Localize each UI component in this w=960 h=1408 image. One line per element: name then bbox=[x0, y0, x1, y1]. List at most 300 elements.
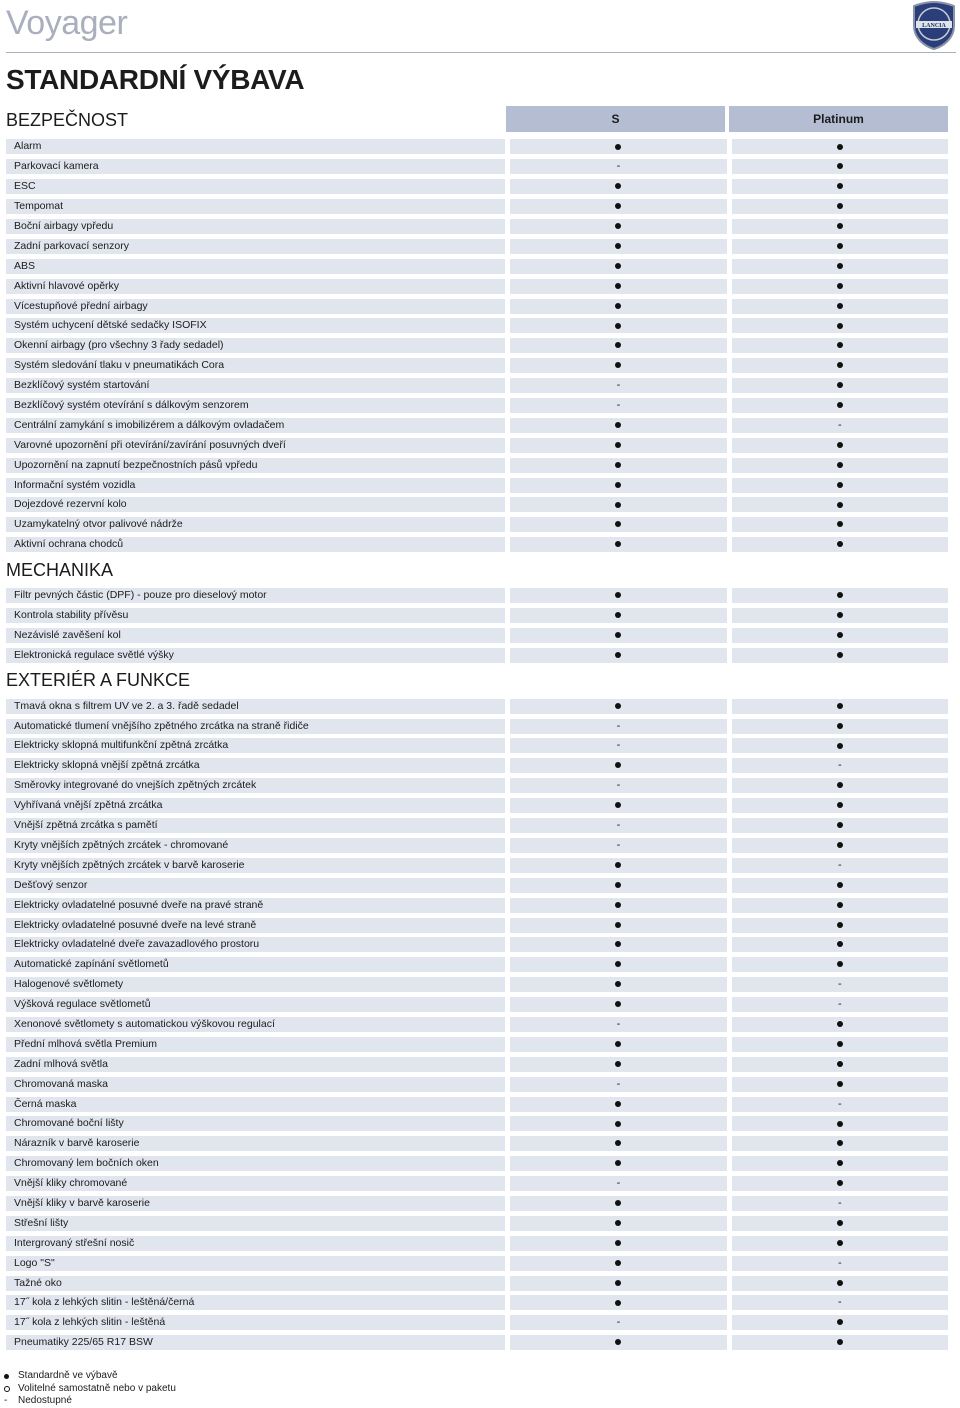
legend-item: Volitelné samostatně nebo v paketu bbox=[4, 1383, 176, 1396]
feature-label: Uzamykatelný otvor palivové nádrže bbox=[6, 517, 505, 532]
value-s bbox=[510, 719, 726, 734]
standard-dot-icon bbox=[615, 223, 621, 229]
value-platinum bbox=[732, 1196, 948, 1211]
value-platinum bbox=[732, 878, 948, 893]
value-s bbox=[510, 1315, 726, 1330]
value-platinum bbox=[732, 318, 948, 333]
feature-label: Boční airbagy vpředu bbox=[6, 219, 505, 234]
standard-dot-icon bbox=[837, 1140, 843, 1146]
table-row bbox=[6, 915, 948, 935]
value-platinum bbox=[732, 898, 948, 913]
unavailable-dash-icon: - bbox=[4, 1395, 8, 1406]
table-row bbox=[6, 1293, 948, 1313]
value-platinum bbox=[732, 1236, 948, 1251]
value-s bbox=[510, 1176, 726, 1191]
standard-dot-icon bbox=[837, 1041, 843, 1047]
value-platinum bbox=[732, 398, 948, 413]
standard-dot-icon bbox=[837, 822, 843, 828]
standard-dot-icon bbox=[615, 1140, 621, 1146]
table-row bbox=[6, 495, 948, 515]
feature-label: Zadní parkovací senzory bbox=[6, 239, 505, 254]
standard-dot-icon bbox=[837, 462, 843, 468]
value-s bbox=[510, 299, 726, 314]
feature-label: 17˝ kola z lehkých slitin - leštěná/černá bbox=[6, 1295, 505, 1310]
unavailable-dash: - bbox=[616, 838, 621, 851]
feature-label: Vnější kliky chromované bbox=[6, 1176, 505, 1191]
value-platinum bbox=[732, 1116, 948, 1131]
value-s bbox=[510, 699, 726, 714]
table-row bbox=[6, 296, 948, 316]
table-row bbox=[6, 1233, 948, 1253]
table-row bbox=[6, 625, 948, 645]
value-platinum bbox=[732, 1335, 948, 1350]
table-row bbox=[6, 316, 948, 336]
table-row bbox=[6, 995, 948, 1015]
feature-label: Elektronická regulace světlé výšky bbox=[6, 648, 505, 663]
standard-dot-icon bbox=[837, 283, 843, 289]
table-row bbox=[6, 276, 948, 296]
unavailable-dash: - bbox=[837, 759, 842, 772]
standard-dot-icon bbox=[615, 462, 621, 468]
value-platinum bbox=[732, 199, 948, 214]
feature-label: Alarm bbox=[6, 139, 505, 154]
feature-label: Upozornění na zapnutí bezpečnostních pásů vpředu bbox=[6, 458, 505, 473]
table-row bbox=[6, 1174, 948, 1194]
value-platinum bbox=[732, 818, 948, 833]
standard-dot-icon bbox=[615, 902, 621, 908]
standard-dot-icon bbox=[615, 1240, 621, 1246]
value-s bbox=[510, 478, 726, 493]
table-row bbox=[6, 236, 948, 256]
value-platinum bbox=[732, 648, 948, 663]
unavailable-dash: - bbox=[616, 719, 621, 732]
value-platinum bbox=[732, 778, 948, 793]
unavailable-dash: - bbox=[837, 1097, 842, 1110]
feature-label: Tažné oko bbox=[6, 1276, 505, 1291]
table-row bbox=[6, 606, 948, 626]
feature-label: 17˝ kola z lehkých slitin - leštěná bbox=[6, 1315, 505, 1330]
legend bbox=[4, 1370, 176, 1408]
standard-dot-icon bbox=[837, 323, 843, 329]
value-platinum bbox=[732, 719, 948, 734]
value-s bbox=[510, 318, 726, 333]
unavailable-dash: - bbox=[616, 1077, 621, 1090]
standard-dot-icon bbox=[615, 802, 621, 808]
unavailable-dash: - bbox=[837, 858, 842, 871]
value-s bbox=[510, 1295, 726, 1310]
standard-dot-icon bbox=[837, 922, 843, 928]
standard-dot-icon bbox=[615, 183, 621, 189]
value-platinum bbox=[732, 219, 948, 234]
table-row bbox=[6, 177, 948, 197]
unavailable-dash: - bbox=[616, 739, 621, 752]
standard-dot-icon bbox=[837, 632, 843, 638]
table-row bbox=[6, 515, 948, 535]
value-platinum bbox=[732, 139, 948, 154]
value-platinum bbox=[732, 758, 948, 773]
standard-dot-icon bbox=[615, 1220, 621, 1226]
feature-label: Kontrola stability přívěsu bbox=[6, 608, 505, 623]
standard-dot-icon bbox=[615, 243, 621, 249]
feature-label: Vícestupňové přední airbagy bbox=[6, 299, 505, 314]
value-platinum bbox=[732, 1276, 948, 1291]
standard-dot-icon bbox=[837, 1121, 843, 1127]
table-row bbox=[6, 415, 948, 435]
feature-label: Automatické tlumení vnějšího zpětného zrcátka na straně řidiče bbox=[6, 719, 505, 734]
table-row bbox=[6, 1213, 948, 1233]
value-s bbox=[510, 878, 726, 893]
standard-dot-icon bbox=[837, 144, 843, 150]
table-row bbox=[6, 475, 948, 495]
value-platinum bbox=[732, 299, 948, 314]
standard-dot-icon bbox=[837, 1180, 843, 1186]
standard-dot-icon bbox=[615, 1200, 621, 1206]
value-platinum bbox=[732, 628, 948, 643]
legend-item: Standardně ve výbavě bbox=[4, 1370, 176, 1383]
value-platinum bbox=[732, 738, 948, 753]
feature-label: Bezklíčový systém otevírání s dálkovým senzorem bbox=[6, 398, 505, 413]
feature-label: Informační systém vozidla bbox=[6, 478, 505, 493]
table-row bbox=[6, 376, 948, 396]
standard-dot-icon bbox=[615, 521, 621, 527]
value-s bbox=[510, 957, 726, 972]
value-s bbox=[510, 1196, 726, 1211]
feature-label: Černá maska bbox=[6, 1097, 505, 1112]
value-s bbox=[510, 1116, 726, 1131]
column-header-s: S bbox=[506, 106, 725, 132]
standard-dot-icon bbox=[615, 442, 621, 448]
feature-label: Centrální zamykání s imobilizérem a dálkovým ovladačem bbox=[6, 418, 505, 433]
standard-dot-icon bbox=[837, 592, 843, 598]
feature-label: Chromovaný lem bočních oken bbox=[6, 1156, 505, 1171]
value-platinum bbox=[732, 1136, 948, 1151]
page-header bbox=[0, 0, 960, 56]
table-row bbox=[6, 1034, 948, 1054]
standard-dot-icon bbox=[615, 1101, 621, 1107]
standard-dot-icon bbox=[837, 842, 843, 848]
feature-label: Kryty vnějších zpětných zrcátek - chromované bbox=[6, 838, 505, 853]
standard-dot-icon bbox=[837, 802, 843, 808]
value-s bbox=[510, 458, 726, 473]
standard-dot-icon bbox=[615, 144, 621, 150]
feature-label: Parkovací kamera bbox=[6, 159, 505, 174]
value-s bbox=[510, 648, 726, 663]
feature-label: Intergrovaný střešní nosič bbox=[6, 1236, 505, 1251]
table-row bbox=[6, 1074, 948, 1094]
unavailable-dash: - bbox=[616, 819, 621, 832]
standard-dot-icon bbox=[837, 541, 843, 547]
value-s bbox=[510, 898, 726, 913]
value-platinum bbox=[732, 497, 948, 512]
feature-label: Systém uchycení dětské sedačky ISOFIX bbox=[6, 318, 505, 333]
standard-dot-icon bbox=[615, 652, 621, 658]
table-row bbox=[6, 137, 948, 157]
feature-label: ABS bbox=[6, 259, 505, 274]
standard-dot-icon bbox=[4, 1374, 9, 1379]
unavailable-dash: - bbox=[837, 1196, 842, 1209]
value-s bbox=[510, 1136, 726, 1151]
value-s bbox=[510, 1057, 726, 1072]
feature-label: Dešťový senzor bbox=[6, 878, 505, 893]
value-s bbox=[510, 338, 726, 353]
standard-dot-icon bbox=[837, 243, 843, 249]
feature-label: Chromovaná maska bbox=[6, 1077, 505, 1092]
table-row bbox=[6, 855, 948, 875]
feature-label: Elektricky ovladatelné posuvné dveře na pravé straně bbox=[6, 898, 505, 913]
standard-dot-icon bbox=[837, 1061, 843, 1067]
table-row bbox=[6, 586, 948, 606]
value-platinum bbox=[732, 608, 948, 623]
value-platinum bbox=[732, 1176, 948, 1191]
value-platinum bbox=[732, 838, 948, 853]
table-row bbox=[6, 157, 948, 177]
standard-dot-icon bbox=[837, 521, 843, 527]
table-row bbox=[6, 1194, 948, 1214]
table-row bbox=[6, 776, 948, 796]
table-row bbox=[6, 217, 948, 237]
value-s bbox=[510, 537, 726, 552]
standard-dot-icon bbox=[615, 981, 621, 987]
standard-dot-icon bbox=[837, 1319, 843, 1325]
value-s bbox=[510, 738, 726, 753]
unavailable-dash: - bbox=[837, 418, 842, 431]
standard-dot-icon bbox=[615, 882, 621, 888]
feature-label: Elektricky ovladatelné posuvné dveře na levé straně bbox=[6, 918, 505, 933]
value-platinum bbox=[732, 358, 948, 373]
table-row bbox=[6, 955, 948, 975]
value-platinum bbox=[732, 1077, 948, 1092]
value-s bbox=[510, 497, 726, 512]
standard-dot-icon bbox=[837, 382, 843, 388]
value-s bbox=[510, 199, 726, 214]
table-row bbox=[6, 816, 948, 836]
standard-dot-icon bbox=[615, 482, 621, 488]
table-row bbox=[6, 1094, 948, 1114]
unavailable-dash: - bbox=[837, 978, 842, 991]
standard-dot-icon bbox=[837, 703, 843, 709]
standard-dot-icon bbox=[837, 442, 843, 448]
value-platinum bbox=[732, 1156, 948, 1171]
table-row bbox=[6, 1253, 948, 1273]
standard-dot-icon bbox=[615, 263, 621, 269]
table-row bbox=[6, 256, 948, 276]
unavailable-dash: - bbox=[837, 998, 842, 1011]
feature-label: Systém sledování tlaku v pneumatikách Cora bbox=[6, 358, 505, 373]
table-row bbox=[6, 1333, 948, 1353]
value-s bbox=[510, 1156, 726, 1171]
value-platinum bbox=[732, 1216, 948, 1231]
feature-label: Vyhřívaná vnější zpětná zrcátka bbox=[6, 798, 505, 813]
feature-label: Filtr pevných částic (DPF) - pouze pro dieselový motor bbox=[6, 588, 505, 603]
standard-dot-icon bbox=[615, 762, 621, 768]
standard-dot-icon bbox=[615, 203, 621, 209]
table-row bbox=[6, 716, 948, 736]
feature-label: Elektricky ovladatelné dveře zavazadlového prostoru bbox=[6, 937, 505, 952]
value-platinum bbox=[732, 1315, 948, 1330]
table-row bbox=[6, 336, 948, 356]
standard-dot-icon bbox=[837, 362, 843, 368]
standard-dot-icon bbox=[837, 1339, 843, 1345]
value-s bbox=[510, 1216, 726, 1231]
standard-dot-icon bbox=[837, 303, 843, 309]
value-platinum bbox=[732, 798, 948, 813]
feature-label: Xenonové světlomety s automatickou výškovou regulací bbox=[6, 1017, 505, 1032]
brand-name: Voyager bbox=[6, 4, 128, 42]
standard-dot-icon bbox=[615, 1001, 621, 1007]
svg-text:LANCIA: LANCIA bbox=[922, 23, 946, 29]
standard-dot-icon bbox=[837, 1081, 843, 1087]
value-s bbox=[510, 628, 726, 643]
standard-dot-icon bbox=[615, 1121, 621, 1127]
table-row bbox=[6, 197, 948, 217]
value-s bbox=[510, 818, 726, 833]
standard-dot-icon bbox=[615, 632, 621, 638]
value-s bbox=[510, 937, 726, 952]
section-title: BEZPEČNOST bbox=[6, 110, 129, 130]
value-s bbox=[510, 977, 726, 992]
unavailable-dash: - bbox=[616, 399, 621, 412]
feature-label: Aktivní ochrana chodců bbox=[6, 537, 505, 552]
standard-dot-icon bbox=[837, 1021, 843, 1027]
feature-label: Varovné upozornění při otevírání/zavírání posuvných dveří bbox=[6, 438, 505, 453]
standard-dot-icon bbox=[615, 541, 621, 547]
standard-dot-icon bbox=[615, 862, 621, 868]
feature-label: Bezklíčový systém startování bbox=[6, 378, 505, 393]
table-row bbox=[6, 1114, 948, 1134]
table-row bbox=[6, 796, 948, 816]
header-divider bbox=[6, 52, 956, 53]
value-s bbox=[510, 778, 726, 793]
standard-dot-icon bbox=[837, 203, 843, 209]
standard-dot-icon bbox=[615, 323, 621, 329]
value-platinum bbox=[732, 1037, 948, 1052]
standard-dot-icon bbox=[615, 1041, 621, 1047]
page-title: STANDARDNÍ VÝBAVA bbox=[6, 64, 305, 95]
feature-label: Logo "S" bbox=[6, 1256, 505, 1271]
value-s bbox=[510, 358, 726, 373]
standard-dot-icon bbox=[615, 422, 621, 428]
standard-dot-icon bbox=[837, 1280, 843, 1286]
table-row bbox=[6, 975, 948, 995]
table-row bbox=[6, 645, 948, 665]
standard-dot-icon bbox=[837, 1240, 843, 1246]
standard-dot-icon bbox=[837, 263, 843, 269]
value-platinum bbox=[732, 259, 948, 274]
value-platinum bbox=[732, 338, 948, 353]
standard-dot-icon bbox=[615, 362, 621, 368]
value-platinum bbox=[732, 458, 948, 473]
feature-label: Kryty vnějších zpětných zrcátek v barvě karoserie bbox=[6, 858, 505, 873]
value-s bbox=[510, 517, 726, 532]
standard-dot-icon bbox=[615, 961, 621, 967]
feature-label: Výšková regulace světlometů bbox=[6, 997, 505, 1012]
standard-dot-icon bbox=[837, 1160, 843, 1166]
feature-label: Tmavá okna s filtrem UV ve 2. a 3. řadě sedadel bbox=[6, 699, 505, 714]
value-platinum bbox=[732, 438, 948, 453]
table-row bbox=[6, 756, 948, 776]
table-row bbox=[6, 836, 948, 856]
standard-dot-icon bbox=[615, 283, 621, 289]
value-s bbox=[510, 438, 726, 453]
table-row bbox=[6, 535, 948, 555]
standard-dot-icon bbox=[837, 402, 843, 408]
standard-dot-icon bbox=[837, 163, 843, 169]
table-row bbox=[6, 696, 948, 716]
unavailable-dash: - bbox=[616, 1017, 621, 1030]
table-row bbox=[6, 396, 948, 416]
unavailable-dash: - bbox=[616, 1316, 621, 1329]
feature-label: Dojezdové rezervní kolo bbox=[6, 497, 505, 512]
value-s bbox=[510, 608, 726, 623]
value-s bbox=[510, 798, 726, 813]
feature-label: Halogenové světlomety bbox=[6, 977, 505, 992]
value-platinum bbox=[732, 957, 948, 972]
value-platinum bbox=[732, 159, 948, 174]
value-platinum bbox=[732, 537, 948, 552]
feature-label: Pneumatiky 225/65 R17 BSW bbox=[6, 1335, 505, 1350]
value-platinum bbox=[732, 1256, 948, 1271]
value-s bbox=[510, 1097, 726, 1112]
table-row bbox=[6, 356, 948, 376]
standard-dot-icon bbox=[837, 652, 843, 658]
value-s bbox=[510, 378, 726, 393]
standard-dot-icon bbox=[615, 1160, 621, 1166]
unavailable-dash: - bbox=[616, 379, 621, 392]
feature-label: Přední mlhová světla Premium bbox=[6, 1037, 505, 1052]
feature-label: Nezávislé zavěšení kol bbox=[6, 628, 505, 643]
value-platinum bbox=[732, 937, 948, 952]
value-platinum bbox=[732, 478, 948, 493]
standard-dot-icon bbox=[837, 743, 843, 749]
value-s bbox=[510, 1077, 726, 1092]
table-row bbox=[6, 455, 948, 475]
standard-dot-icon bbox=[837, 183, 843, 189]
value-s bbox=[510, 259, 726, 274]
table-row bbox=[6, 1015, 948, 1035]
standard-dot-icon bbox=[837, 961, 843, 967]
standard-dot-icon bbox=[837, 612, 843, 618]
value-s bbox=[510, 1335, 726, 1350]
feature-label: Zadní mlhová světla bbox=[6, 1057, 505, 1072]
feature-label: Vnější zpětná zrcátka s pamětí bbox=[6, 818, 505, 833]
value-s bbox=[510, 858, 726, 873]
standard-dot-icon bbox=[615, 1061, 621, 1067]
value-platinum bbox=[732, 1097, 948, 1112]
feature-label: Aktivní hlavové opěrky bbox=[6, 279, 505, 294]
equipment-table bbox=[6, 137, 948, 1353]
standard-dot-icon bbox=[615, 1339, 621, 1345]
value-platinum bbox=[732, 1017, 948, 1032]
standard-dot-icon bbox=[837, 342, 843, 348]
value-s bbox=[510, 418, 726, 433]
value-s bbox=[510, 239, 726, 254]
table-row bbox=[6, 1313, 948, 1333]
feature-label: Tempomat bbox=[6, 199, 505, 214]
standard-dot-icon bbox=[615, 1280, 621, 1286]
unavailable-dash: - bbox=[837, 1256, 842, 1269]
standard-dot-icon bbox=[615, 612, 621, 618]
value-platinum bbox=[732, 997, 948, 1012]
standard-dot-icon bbox=[615, 922, 621, 928]
standard-dot-icon bbox=[615, 592, 621, 598]
value-s bbox=[510, 918, 726, 933]
table-row bbox=[6, 935, 948, 955]
unavailable-dash: - bbox=[616, 1177, 621, 1190]
unavailable-dash: - bbox=[616, 160, 621, 173]
table-row bbox=[6, 435, 948, 455]
section-title: EXTERIÉR A FUNKCE bbox=[6, 670, 191, 691]
standard-dot-icon bbox=[615, 1300, 621, 1306]
